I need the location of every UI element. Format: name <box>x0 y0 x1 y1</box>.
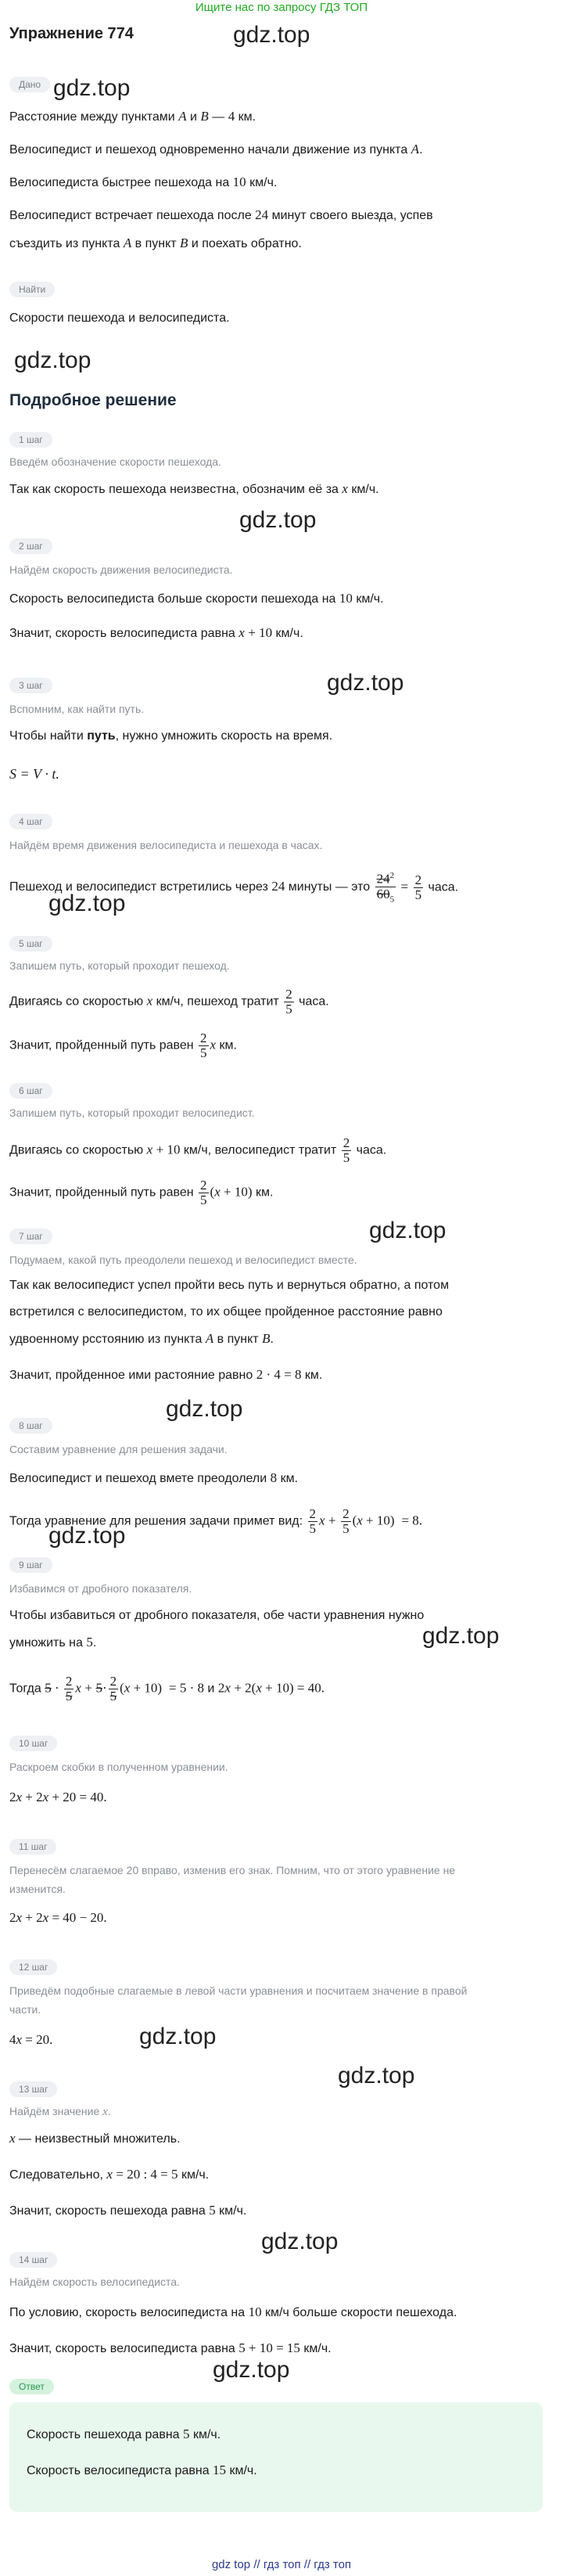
formula: 2x + 2x = 40 − 20. <box>9 1910 107 1925</box>
step-pill: 10 шаг <box>9 1736 57 1751</box>
step-hint: Запишем путь, который проходит пешеход. <box>9 959 230 972</box>
step-hint: Составим уравнение для решения задачи. <box>9 1443 228 1455</box>
given-line-3: Велосипедиста быстрее пешехода на 10 км/ч. <box>9 174 278 189</box>
step-pill: 5 шаг <box>9 936 52 952</box>
step-pill: 13 шаг <box>9 2081 57 2097</box>
watermark: gdz.top <box>139 2024 217 2049</box>
step-hint: Найдём скорость движения велосипедиста. <box>9 563 233 576</box>
step-hint: Введём обозначение скорости пешехода. <box>9 455 221 468</box>
page-title: Упражнение 774 <box>9 25 134 42</box>
step-text: Велосипедист и пешеход вмете преодолели 8 км. <box>9 1470 299 1485</box>
given-line-1: Расстояние между пунктами A и B — 4 км. <box>9 109 256 124</box>
footer-link[interactable]: гдз топ <box>263 2558 301 2571</box>
step-text: Пешеход и велосипедист встретились через 24 минуты — это $\frac{24^2}{60_5}$ = $\frac{2}{5}$ часа. <box>9 869 458 906</box>
watermark: gdz.top <box>166 1396 243 1422</box>
step-text: Так как скорость пешехода неизвестна, обозначим её за x км/ч. <box>9 481 379 496</box>
step-pill: 14 шаг <box>9 2252 57 2268</box>
watermark: gdz.top <box>14 347 91 373</box>
watermark: gdz.top <box>48 890 126 916</box>
find-text: Скорости пешехода и велосипедиста. <box>9 311 230 325</box>
step-hint: Приведём подобные слагаемые в левой части уравнения и посчитаем значение в правой <box>9 1984 468 1997</box>
watermark: gdz.top <box>327 670 404 696</box>
find-pill: Найти <box>9 282 55 297</box>
step-text: Значит, скорость велосипедиста равна 5 + 10 = 15 км/ч. <box>9 2340 332 2355</box>
step-text: умножить на 5. <box>9 1635 97 1650</box>
step-pill: 8 шаг <box>9 1418 52 1434</box>
step-hint: Запишем путь, который проходит велосипедист. <box>9 1106 255 1119</box>
step-hint: Подумаем, какой путь преодолели пешеход и велосипедист вместе. <box>9 1254 357 1266</box>
watermark: gdz.top <box>338 2063 415 2089</box>
step-pill: 11 шаг <box>9 1839 56 1855</box>
step-hint: Найдём время движения велосипедиста и пешехода в часах. <box>9 839 323 851</box>
watermark: gdz.top <box>422 1623 500 1649</box>
watermark: gdz.top <box>261 2229 339 2254</box>
footer-links: gdz top // гдз топ // гдз топ <box>211 2558 352 2571</box>
footer-link[interactable]: gdz top <box>211 2558 251 2571</box>
step-text: По условию, скорость велосипедиста на 10 км/ч больше скорости пешехода. <box>9 2304 457 2319</box>
fraction: $\frac{24^2}{60_5}$ <box>375 869 396 906</box>
search-banner: Ищите нас по запросу ГДЗ ТОП <box>195 1 368 14</box>
watermark: gdz.top <box>53 75 131 101</box>
step-pill: 6 шаг <box>9 1083 52 1099</box>
step-hint: части. <box>9 2003 41 2016</box>
step-pill: 3 шаг <box>9 678 52 693</box>
given-line-4: Велосипедист встречает пешехода после 24 минут своего выезда, успев <box>9 207 433 222</box>
step-text: Так как велосипедист успел пройти весь путь и вернуться обратно, а потом <box>9 1279 450 1292</box>
step-text: Тогда 5 · $\frac{2}{5}$ x + 5· $\frac{2}{5}$ (x + 10) = 5 · 8 и 2x + 2(x + 10) = 40. <box>9 1674 325 1704</box>
step-pill: 12 шаг <box>9 1959 57 1975</box>
step-text: Значит, пройденный путь равен $\frac{2}{5}$ x км. <box>9 1031 237 1060</box>
step-text: удвоенному рсстоянию из пункта A в пункт B. <box>9 1331 274 1346</box>
step-pill: 4 шаг <box>9 814 52 829</box>
given-line-2: Велосипедист и пешеход одновременно начали движение из пункта A. <box>9 142 423 157</box>
step-text: встретился с велосипедистом, то их общее пройденное расстояние равно <box>9 1305 443 1319</box>
watermark: gdz.top <box>369 1218 446 1243</box>
given-pill: Дано <box>9 77 50 92</box>
watermark: gdz.top <box>213 2357 290 2383</box>
step-text: Двигаясь со скоростью x км/ч, пешеход тратит $\frac{2}{5}$ часа. <box>9 987 329 1016</box>
step-hint: Избавимся от дробного показателя. <box>9 1582 192 1595</box>
step-hint: Раскроем скобки в полученном уравнении. <box>9 1761 228 1773</box>
fraction: $\frac{2}{5}$ <box>414 872 422 902</box>
watermark: gdz.top <box>48 1523 126 1549</box>
step-hint: Найдём скорость велосипедиста. <box>9 2276 180 2288</box>
answer-pill: Ответ <box>9 2379 54 2394</box>
answer-line: Скорость пешехода равна 5 км/ч. <box>27 2427 221 2441</box>
step-text: Значит, пройденный путь равен $\frac{2}{5}$ (x + 10) км. <box>9 1178 274 1207</box>
step-text: Значит, пройденное ими растояние равно 2 · 4 = 8 км. <box>9 1367 323 1382</box>
step-text: Чтобы найти путь, нужно умножить скорость на время. <box>9 729 333 743</box>
section-title: Подробное решение <box>9 391 177 409</box>
step-text: Скорость велосипедиста больше скорости пешехода на 10 км/ч. <box>9 591 384 606</box>
step-text: Следовательно, x = 20 : 4 = 5 км/ч. <box>9 2167 210 2182</box>
step-text: Двигаясь со скоростью x + 10 км/ч, велосипедист тратит $\frac{2}{5}$ часа. <box>9 1135 387 1165</box>
answer-line: Скорость велосипедиста равна 15 км/ч. <box>27 2463 257 2477</box>
formula: 4x = 20. <box>9 2032 53 2047</box>
given-line-5: съездить из пункта A в пункт B и поехать обратно. <box>9 236 302 250</box>
footer-link[interactable]: гдз топ <box>314 2558 352 2571</box>
step-pill: 1 шаг <box>9 432 52 448</box>
step-text: Значит, скорость пешехода равна 5 км/ч. <box>9 2203 247 2218</box>
step-pill: 9 шаг <box>9 1557 52 1573</box>
step-hint: Перенесём слагаемое 20 вправо, изменив его знак. Помним, что от этого уравнение не <box>9 1864 456 1876</box>
answer-box <box>9 2402 543 2512</box>
formula: 2x + 2x + 20 = 40. <box>9 1790 107 1804</box>
watermark: gdz.top <box>233 22 310 48</box>
formula: S = V · t. <box>9 766 59 782</box>
step-hint: Найдём значение x. <box>9 2105 111 2118</box>
watermark: gdz.top <box>239 507 317 533</box>
step-pill: 2 шаг <box>9 538 52 554</box>
step-hint: изменится. <box>9 1883 66 1895</box>
step-text: x — неизвестный множитель. <box>9 2131 181 2146</box>
step-hint: Вспомним, как найти путь. <box>9 703 145 715</box>
step-pill: 7 шаг <box>9 1229 52 1244</box>
step-text: Чтобы избавиться от дробного показателя, обе части уравнения нужно <box>9 1609 425 1622</box>
step-text: Значит, скорость велосипедиста равна x + 10 км/ч. <box>9 625 303 640</box>
step-text: Тогда уравнение для решения задачи примет вид: $\frac{2}{5}$ x + $\frac{2}{5}$ (x + 10) = 8. <box>9 1506 423 1536</box>
